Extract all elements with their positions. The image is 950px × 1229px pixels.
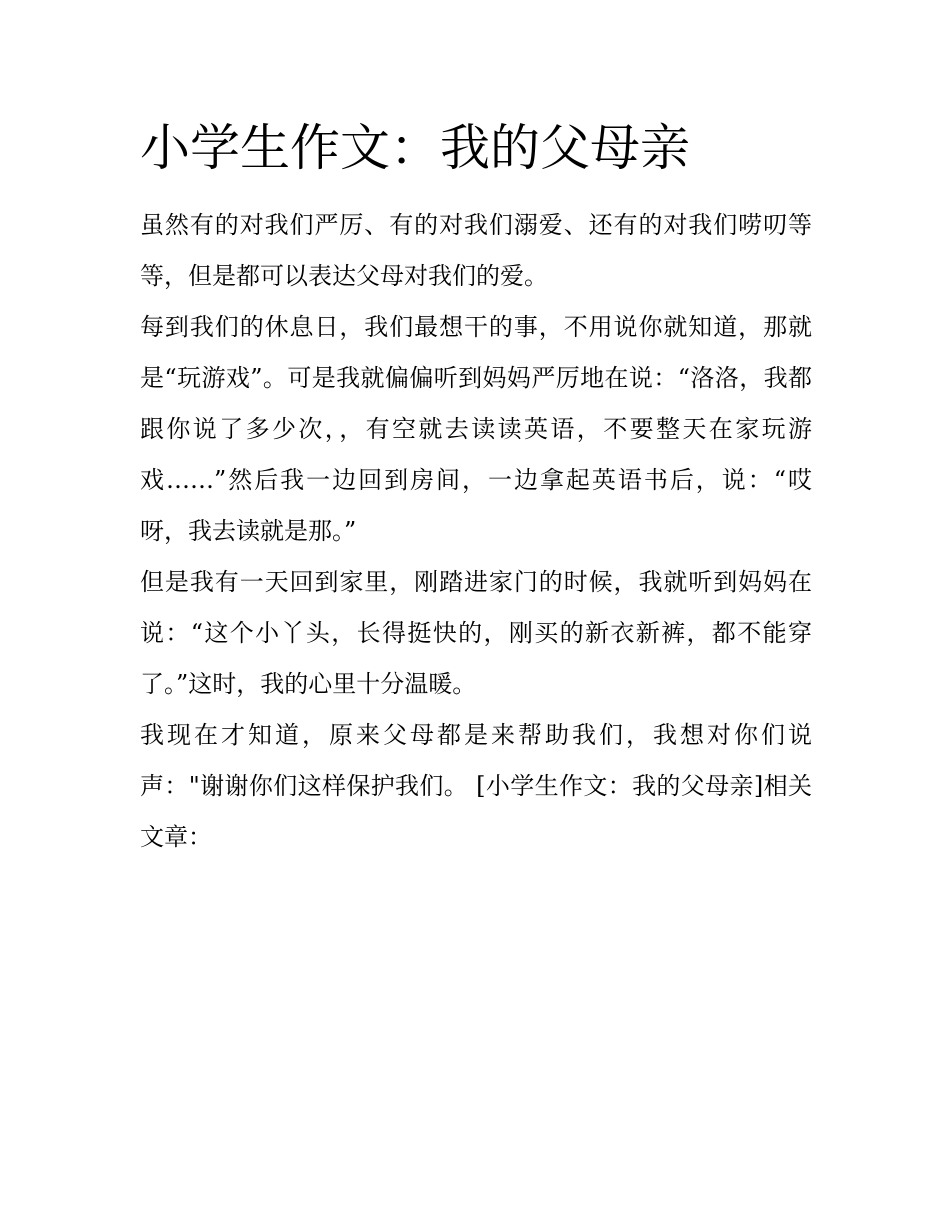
paragraph-1: 虽然有的对我们严厉、有的对我们溺爱、还有的对我们唠叨等等，但是都可以表达父母对我们的爱。 [140,211,812,290]
paragraph-2: 每到我们的休息日，我们最想干的事，不用说你就知道，那就是“玩游戏”。可是我就偏偏听到妈妈严厉地在说：“洛洛，我都跟你说了多少次，，有空就去读读英语，不要整天在家玩游戏……”然后我一边回到房间，一边拿起英语书后，说：“哎呀，我去读就是那。” [140,313,812,545]
paragraph-4: 我现在才知道，原来父母都是来帮助我们，我想对你们说声："谢谢你们这样保护我们。 [小学生作文：我的父母亲]相关文章： [140,721,812,851]
paragraph-3: 但是我有一天回到家里，刚踏进家门的时候，我就听到妈妈在说：“这个小丫头，长得挺快的，刚买的新衣新裤，都不能穿了。”这时，我的心里十分温暖。 [140,568,812,698]
document-page [140,108,812,863]
document-title: 小学生作文：我的父母亲 [140,119,690,177]
